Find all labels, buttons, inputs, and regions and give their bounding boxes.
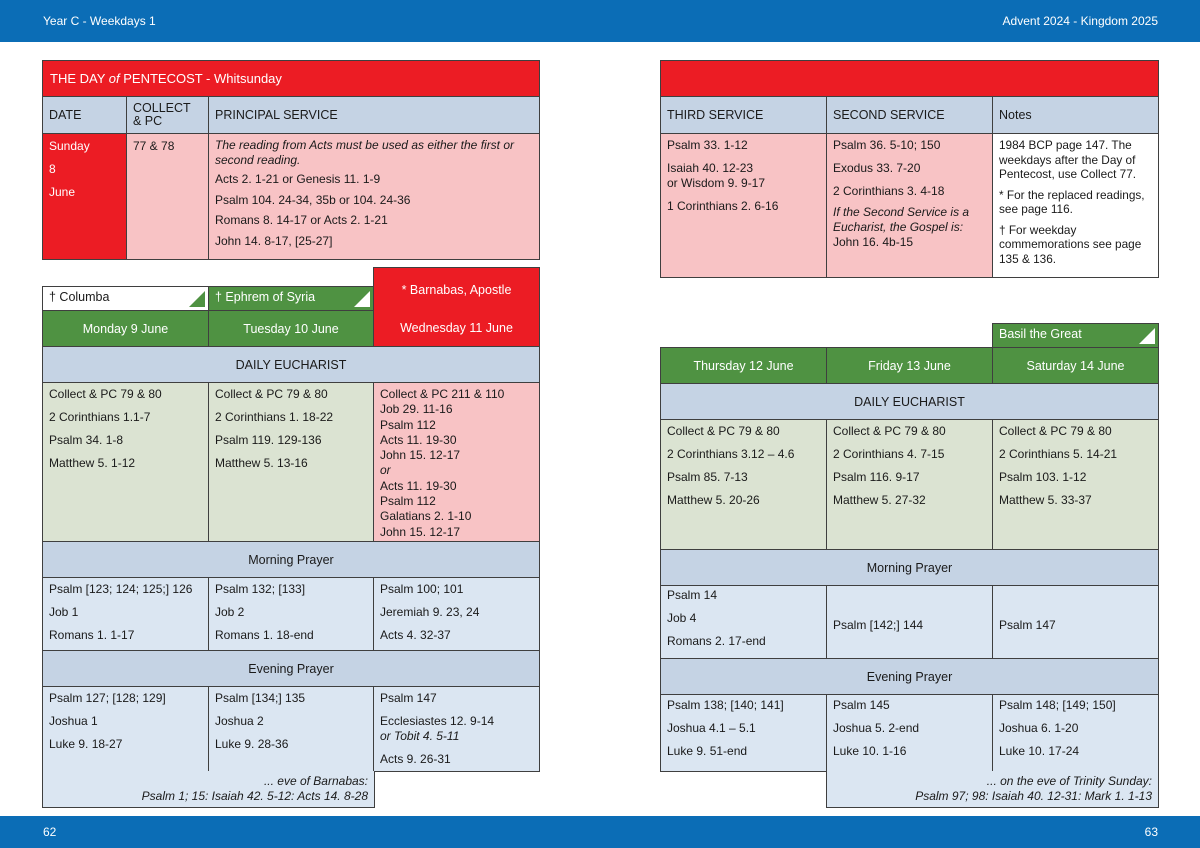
col-third-header	[660, 96, 827, 134]
corner-triangle-icon	[189, 291, 205, 307]
reading: 2 Corinthians 3.12 – 4.6	[667, 447, 795, 461]
reading: or Tobit 4. 5-11	[380, 729, 460, 743]
commem-columba	[42, 286, 209, 311]
second-service-note: If the Second Service is a Eucharist, the Gospel is:	[833, 205, 970, 234]
collect-value: 77 & 78	[133, 139, 175, 153]
reading: Psalm 34. 1-8	[49, 433, 124, 447]
col-collect-label: COLLECT & PC	[133, 101, 191, 128]
col-notes-label: Notes	[999, 107, 1032, 122]
col-principal-header	[208, 96, 540, 134]
col-second-header	[826, 96, 993, 134]
eucharist-cell	[992, 419, 1159, 550]
reading: Psalm 147	[999, 618, 1056, 632]
evening-prayer-band	[42, 650, 540, 687]
reading: Psalm 147	[380, 691, 437, 705]
reading: 2 Corinthians 1. 18-22	[215, 410, 334, 424]
page-number-right: 63	[1144, 825, 1158, 839]
eve-line: ... on the eve of Trinity Sunday:	[986, 774, 1152, 788]
note: † For weekday commemorations see page 135 & 136.	[999, 222, 1142, 266]
col-date-label: DATE	[49, 107, 82, 122]
commem-label: * Barnabas, Apostle	[401, 282, 512, 297]
reading: 1 Corinthians 2. 6-16	[667, 199, 779, 213]
daily-eucharist-label: DAILY EUCHARIST	[235, 357, 347, 372]
reading: Joshua 1	[49, 714, 98, 728]
reading: Joshua 6. 1-20	[999, 721, 1079, 735]
reading: Romans 2. 17-end	[667, 634, 766, 648]
eve-of-trinity-note	[826, 771, 1159, 808]
pentecost-principal-cell	[208, 133, 540, 260]
reading: Ecclesiastes 12. 9-14	[380, 714, 495, 728]
reading: Collect & PC 211 & 110	[380, 387, 505, 401]
day-label: Tuesday 10 June	[243, 321, 339, 336]
eucharist-cell-barnabas	[373, 382, 540, 542]
reading: Acts 4. 32-37	[380, 628, 451, 642]
reading: Psalm 145	[833, 698, 890, 712]
reading: Galatians 2. 1-10	[380, 509, 472, 524]
reading: Psalm 85. 7-13	[667, 470, 748, 484]
reading: Job 1	[49, 605, 79, 619]
eve-of-barnabas-note	[42, 771, 375, 808]
evening-prayer-label: Evening Prayer	[866, 669, 953, 684]
morning-cell	[992, 585, 1159, 659]
reading: John 16. 4b-15	[833, 235, 914, 249]
col-notes-header	[992, 96, 1159, 134]
reading-or: or	[380, 463, 391, 478]
commem-label: † Ephrem of Syria	[215, 290, 316, 304]
reading: Psalm 112	[380, 494, 436, 509]
reading: Acts 11. 19-30	[380, 478, 457, 493]
evening-cell	[208, 686, 374, 772]
eve-line: ... eve of Barnabas:	[263, 774, 368, 788]
col-principal-label: PRINCIPAL SERVICE	[215, 107, 338, 122]
pentecost-title-of: of	[108, 71, 120, 86]
reading: Psalm 132; [133]	[215, 582, 306, 596]
page-number-left: 62	[43, 825, 57, 839]
day-header	[42, 310, 209, 347]
eve-line: Psalm 97; 98: Isaiah 40. 12-31: Mark 1. 1-13	[915, 789, 1152, 803]
col-date-header	[42, 96, 127, 134]
commem-label: Basil the Great	[999, 327, 1082, 341]
note: 1984 BCP page 147. The weekdays after the Day of Pentecost, use Collect 77.	[999, 138, 1137, 181]
col-collect-header	[126, 96, 209, 134]
col-third-label: THIRD SERVICE	[667, 107, 764, 122]
reading: Luke 9. 28-36	[215, 737, 289, 751]
day-header	[992, 347, 1159, 384]
reading: Luke 10. 1-16	[833, 744, 907, 758]
morning-cell	[42, 577, 209, 651]
reading: Luke 9. 18-27	[49, 737, 123, 751]
reading: Collect & PC 79 & 80	[667, 424, 780, 438]
morning-cell	[660, 585, 827, 659]
top-bar	[0, 0, 1200, 42]
reading: Matthew 5. 13-16	[215, 456, 308, 470]
day-label: Saturday 14 June	[1026, 358, 1125, 373]
pentecost-title	[42, 60, 540, 97]
reading: Psalm 14	[667, 588, 718, 602]
day-header	[660, 347, 827, 384]
reading: Psalm 119. 129-136	[215, 433, 322, 447]
reading: Romans 1. 18-end	[215, 628, 314, 642]
reading: 2 Corinthians 3. 4-18	[833, 184, 945, 198]
daily-eucharist-band	[660, 383, 1159, 420]
reading: Collect & PC 79 & 80	[833, 424, 946, 438]
morning-cell	[826, 585, 993, 659]
reading: Psalm 138; [140; 141]	[667, 698, 784, 712]
date-day: Sunday	[49, 139, 90, 153]
reading: 2 Corinthians 5. 14-21	[999, 447, 1118, 461]
reading: Joshua 4.1 – 5.1	[667, 721, 756, 735]
evening-cell	[660, 694, 827, 772]
reading: Psalm 103. 1-12	[999, 470, 1087, 484]
reading: Jeremiah 9. 23, 24	[380, 605, 480, 619]
reading: Psalm 148; [149; 150]	[999, 698, 1116, 712]
reading: Acts 9. 26-31	[380, 752, 451, 766]
commem-label: † Columba	[49, 290, 110, 304]
evening-cell	[373, 686, 540, 772]
principal-reading: John 14. 8-17, [25-27]	[215, 233, 333, 248]
morning-cell	[373, 577, 540, 651]
daily-eucharist-band	[42, 346, 540, 383]
pentecost-title-post: PENTECOST - Whitsunday	[119, 71, 282, 86]
eucharist-cell	[826, 419, 993, 550]
pentecost-collect-cell	[126, 133, 209, 260]
pentecost-date-cell	[42, 133, 127, 260]
reading: Matthew 5. 1-12	[49, 456, 136, 470]
note: * For the replaced readings, see page 116.	[999, 187, 1145, 216]
day-label: Wednesday 11 June	[400, 321, 513, 335]
morning-prayer-label: Morning Prayer	[866, 560, 953, 575]
reading: Psalm 33. 1-12	[667, 138, 748, 152]
daily-eucharist-label: DAILY EUCHARIST	[854, 394, 965, 409]
commem-barnabas	[373, 267, 540, 311]
day-header	[373, 310, 540, 347]
pentecost-title-pre: THE DAY	[50, 71, 109, 86]
reading: John 15. 12-17	[380, 524, 461, 539]
morning-prayer-label: Morning Prayer	[248, 552, 334, 567]
principal-reading: Romans 8. 14-17 or Acts 2. 1-21	[215, 213, 388, 227]
day-label: Friday 13 June	[868, 358, 951, 373]
reading: Job 2	[215, 605, 245, 619]
commem-basil	[992, 323, 1159, 348]
reading: Psalm [142;] 144	[833, 618, 924, 632]
evening-prayer-band	[660, 658, 1159, 695]
morning-prayer-band	[42, 541, 540, 578]
header-right: Advent 2024 - Kingdom 2025	[1002, 14, 1158, 28]
evening-cell	[992, 694, 1159, 772]
day-label: Monday 9 June	[82, 321, 169, 336]
reading: Psalm 112	[380, 417, 436, 432]
col-second-label: SECOND SERVICE	[833, 107, 945, 122]
corner-triangle-icon	[354, 291, 370, 307]
reading: Matthew 5. 33-37	[999, 493, 1092, 507]
reading: Collect & PC 79 & 80	[215, 387, 328, 401]
reading: Psalm 100; 101	[380, 582, 464, 596]
evening-cell	[42, 686, 209, 772]
day-header	[208, 310, 374, 347]
morning-cell	[208, 577, 374, 651]
date-number: 8	[49, 162, 56, 176]
evening-cell	[826, 694, 993, 772]
notes-cell	[992, 133, 1159, 278]
reading: Psalm 116. 9-17	[833, 470, 920, 484]
reading: or Wisdom 9. 9-17	[667, 176, 766, 190]
eucharist-cell	[660, 419, 827, 550]
day-header	[826, 347, 993, 384]
reading: Isaiah 40. 12-23	[667, 161, 754, 175]
reading: 2 Corinthians 1.1-7	[49, 410, 151, 424]
reading: Matthew 5. 20-26	[667, 493, 760, 507]
principal-reading: Psalm 104. 24-34, 35b or 104. 24-36	[215, 192, 411, 207]
commem-ephrem	[208, 286, 374, 311]
reading: Collect & PC 79 & 80	[49, 387, 162, 401]
reading: Job 29. 11-16	[380, 402, 453, 417]
reading: Psalm [123; 124; 125;] 126	[49, 582, 193, 596]
reading: Romans 1. 1-17	[49, 628, 135, 642]
morning-prayer-band	[660, 549, 1159, 586]
reading: Acts 11. 19-30	[380, 432, 457, 447]
eve-line: Psalm 1; 15: Isaiah 42. 5-12: Acts 14. 8-28	[141, 789, 368, 803]
header-left: Year C - Weekdays 1	[43, 14, 156, 28]
eucharist-cell	[208, 382, 374, 542]
reading: Psalm 127; [128; 129]	[49, 691, 166, 705]
reading: Joshua 2	[215, 714, 264, 728]
third-service-cell	[660, 133, 827, 278]
second-service-cell	[826, 133, 993, 278]
pentecost-title-continued	[660, 60, 1159, 97]
reading: Collect & PC 79 & 80	[999, 424, 1112, 438]
eucharist-cell	[42, 382, 209, 542]
reading: John 15. 12-17	[380, 448, 461, 463]
reading: Matthew 5. 27-32	[833, 493, 926, 507]
reading: 2 Corinthians 4. 7-15	[833, 447, 945, 461]
day-label: Thursday 12 June	[693, 358, 794, 373]
reading: Joshua 5. 2-end	[833, 721, 920, 735]
principal-reading: Acts 2. 1-21 or Genesis 11. 1-9	[215, 172, 381, 186]
reading: Luke 10. 17-24	[999, 744, 1080, 758]
principal-note: The reading from Acts must be used as either the first or second reading.	[215, 138, 515, 167]
reading: Luke 9. 51-end	[667, 744, 748, 758]
bottom-bar	[0, 816, 1200, 848]
evening-prayer-label: Evening Prayer	[248, 661, 334, 676]
date-month: June	[49, 185, 76, 199]
corner-triangle-icon	[1139, 328, 1155, 344]
reading: Psalm 36. 5-10; 150	[833, 138, 941, 152]
reading: Job 4	[667, 611, 697, 625]
reading: Exodus 33. 7-20	[833, 161, 921, 175]
reading: Psalm [134;] 135	[215, 691, 306, 705]
